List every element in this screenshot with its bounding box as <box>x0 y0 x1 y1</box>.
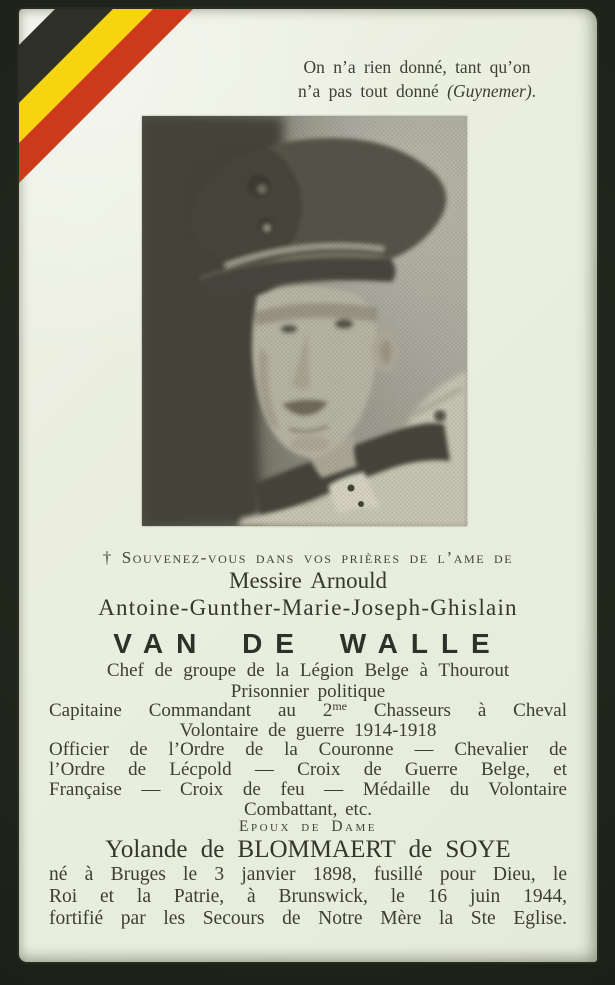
quote-attribution: (Guynemer) <box>447 81 532 101</box>
portrait-photo <box>142 116 467 526</box>
honors-line: Officier de l’Ordre de la Couronne — Chevalier de <box>49 739 567 760</box>
invocation-line: † Souvenez-vous dans vos prières de l’ame de <box>102 548 514 567</box>
vitals-line: Roi et la Patrie, à Brunswick, le 16 juin 1944, <box>49 886 567 907</box>
ordinal-superscript: me <box>332 699 347 713</box>
role-line-prisoner: Prisonnier politique <box>230 681 386 702</box>
rank-line: Capitaine Commandant au $2^{me}$ Chasseurs à Cheval <box>49 699 567 721</box>
spouse-name: Yolande de BLOMMAERT de SOYE <box>105 836 511 863</box>
role-line-legion: Chef de groupe de la Légion Belge à Thourout <box>106 660 510 681</box>
honors-line: l’Ordre de Lécpold — Croix de Guerre Belge, et <box>49 759 567 780</box>
surname-line: VAN DE WALLE <box>113 628 503 659</box>
honors-line: Française — Croix de feu — Médaille du Volontaire <box>49 779 567 800</box>
vitals-line: né à Bruges le 3 janvier 1898, fusillé pour Dieu, le <box>49 864 567 885</box>
given-name-line-2: Antoine-Gunther-Marie-Joseph-Ghislain <box>98 595 518 620</box>
quote-block <box>231 55 603 103</box>
honors-line: Combattant, etc. <box>243 799 373 820</box>
given-name-line-1: Messire Arnould <box>229 568 387 593</box>
war-service-line: Volontaire de guerre 1914-1918 <box>179 720 437 741</box>
quote-line-2: n’a pas tout donné (Guynemer). <box>297 81 537 101</box>
quote-line-1: On n’a rien donné, tant qu’on <box>303 57 531 77</box>
vitals-line: fortifié par les Secours de Notre Mère la Ste Eglise. <box>49 908 567 929</box>
memorial-card <box>17 7 599 964</box>
spouse-label: Epoux de Dame <box>239 818 377 835</box>
